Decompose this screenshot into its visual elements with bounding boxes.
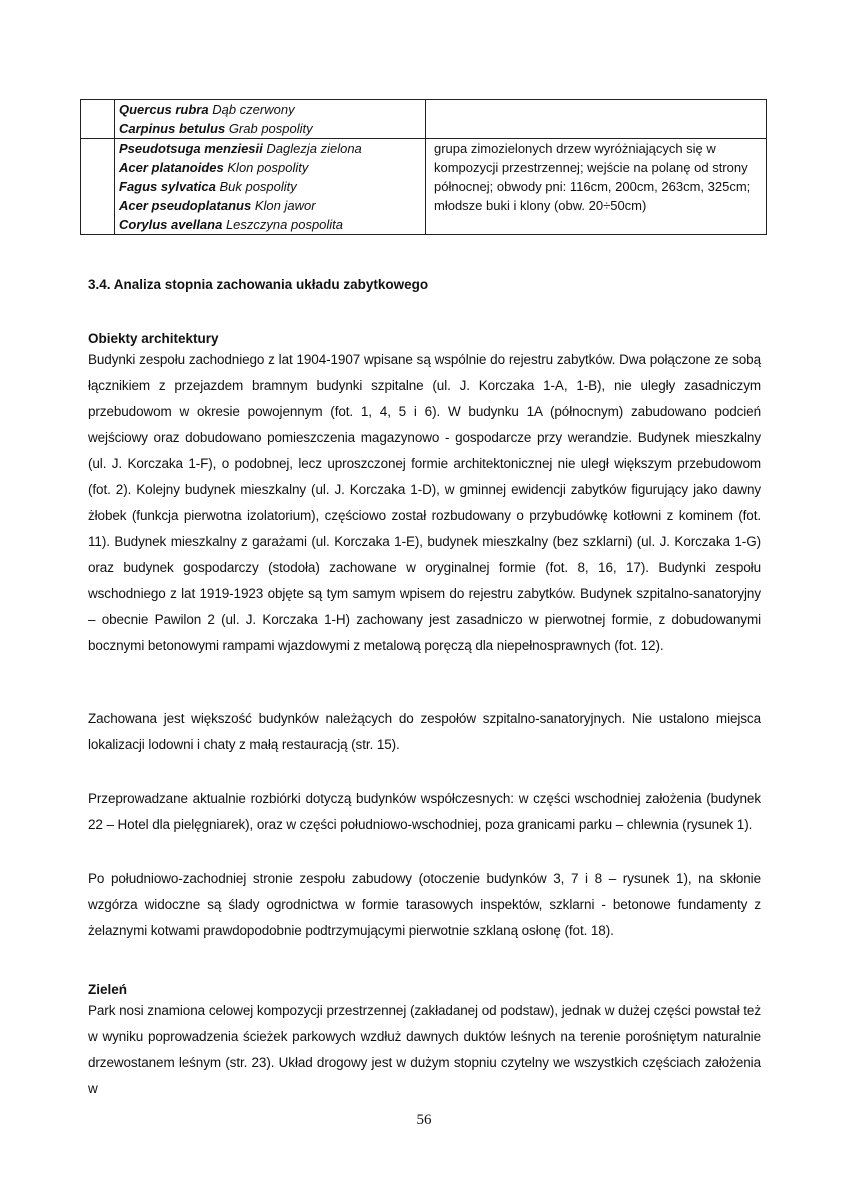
species-latin-name: Carpinus betulus	[119, 121, 226, 136]
species-line	[119, 177, 421, 196]
species-common-name: Leszczyna pospolita	[225, 217, 344, 232]
species-latin-name: Fagus sylvatica	[119, 179, 216, 194]
species-table	[80, 99, 767, 235]
species-latin-name: Pseudotsuga menziesii	[119, 141, 263, 156]
species-line	[119, 100, 421, 119]
species-common-name: Daglezja zielona	[266, 141, 362, 156]
greenery-heading: Zieleń	[88, 982, 128, 997]
species-latin-name: Acer pseudoplatanus	[119, 198, 252, 213]
species-cell	[115, 100, 426, 139]
species-common-name: Grab pospolity	[228, 121, 313, 136]
section-heading: 3.4. Analiza stopnia zachowania układu zabytkowego	[88, 277, 429, 292]
architecture-paragraph-1: Budynki zespołu zachodniego z lat 1904-1907 wpisane są wspólnie do rejestru zabytków. Dwa połączone ze sobą łącznikiem z przejazdem bramnym budynki szpitalne (ul. J. Korczaka 1-A, 1-B), nie uległy zasadniczym przebudowom w okresie powojennym (fot. 1, 4, 5 i 6). W budynku 1A (północnym) zabudowano podcień wejściowy oraz dobudowano pomieszczenia magazynowo - gospodarcze przy werandzie. Budynek mieszkalny (ul. J. Korczaka 1-F), o podobnej, lecz uproszczonej formie architektonicznej nie uległ większym przebudowom (fot. 2). Kolejny budynek mieszkalny (ul. J. Korczaka 1-D), w gminnej ewidencji zabytków figurujący jako dawny żłobek (funkcja pierwotna izolatorium), częściowo został rozbudowany o przybudówkę kotłowni z kominem (fot. 11). Budynek mieszkalny z garażami (ul. Korczaka 1-E), budynek mieszkalny (bez szklarni) (ul. J. Korczaka 1-G) oraz budynek gospodarczy (stodoła) zachowane w oryginalnej formie (fot. 8, 16, 17). Budynki zespołu wschodniego z lat 1919-1923 objęte są tym samym wpisem do rejestru zabytków. Budynek szpitalno-sanatoryjny – obecnie Pawilon 2 (ul. J. Korczaka 1-H) zachowany jest zasadniczo w pierwotnej formie, z dobudowanymi bocznymi betonowymi rampami wjazdowymi z metalową poręczą dla niepełnosprawnych (fot. 12).	[88, 352, 761, 653]
table-row	[81, 100, 767, 139]
description-cell	[426, 100, 767, 139]
description-text: grupa zimozielonych drzew wyróżniających się w kompozycji przestrzennej; wejście na polanę od strony północnej; obwody pni: 116cm, 200cm, 263cm, 325cm; młodsze buki i klony (obw. 20÷50cm)	[434, 141, 751, 213]
table-cell-empty	[81, 100, 115, 139]
architecture-heading: Obiekty architektury	[88, 331, 219, 346]
species-latin-name: Quercus rubra	[119, 102, 209, 117]
species-cell	[115, 139, 426, 235]
page-number: 56	[416, 1112, 432, 1128]
species-latin-name: Corylus avellana	[119, 217, 223, 232]
species-line	[119, 215, 421, 234]
species-common-name: Dąb czerwony	[212, 102, 295, 117]
species-line	[119, 119, 421, 138]
greenery-paragraph: Park nosi znamiona celowej kompozycji przestrzennej (zakładanej od podstaw), jednak w dużej części powstał też w wyniku poprowadzenia ścieżek parkowych wzdłuż dawnych duktów leśnych na terenie porośniętym naturalnie drzewostanem leśnym (str. 23). Układ drogowy jest w dużym stopniu czytelny we wszystkich częściach założenia w	[88, 1003, 761, 1096]
species-line	[119, 196, 421, 215]
species-line	[119, 158, 421, 177]
species-latin-name: Acer platanoides	[119, 160, 224, 175]
description-cell	[426, 139, 767, 235]
species-line	[119, 139, 421, 158]
species-common-name: Klon jawor	[254, 198, 316, 213]
species-common-name: Buk pospolity	[219, 179, 297, 194]
architecture-paragraph-3: Przeprowadzane aktualnie rozbiórki dotyczą budynków współczesnych: w części wschodniej założenia (budynek 22 – Hotel dla pielęgniarek), oraz w części południowo-wschodniej, poza granicami parku – chlewnia (rysunek 1).	[88, 791, 761, 832]
table-cell-empty	[81, 139, 115, 235]
architecture-paragraph-2: Zachowana jest większość budynków należących do zespołów szpitalno-sanatoryjnych. Nie ustalono miejsca lokalizacji lodowni i chaty z małą restauracją (str. 15).	[88, 711, 761, 752]
species-common-name: Klon pospolity	[227, 160, 309, 175]
architecture-paragraph-4: Po południowo-zachodniej stronie zespołu zabudowy (otoczenie budynków 3, 7 i 8 – rysunek 1), na skłonie wzgórza widoczne są ślady ogrodnictwa w formie tarasowych inspektów, szklarni - betonowe fundamenty z żelaznymi kotwami prawdopodobnie podtrzymującymi pierwotnie szklaną osłonę (fot. 18).	[88, 871, 761, 938]
table-row	[81, 139, 767, 235]
